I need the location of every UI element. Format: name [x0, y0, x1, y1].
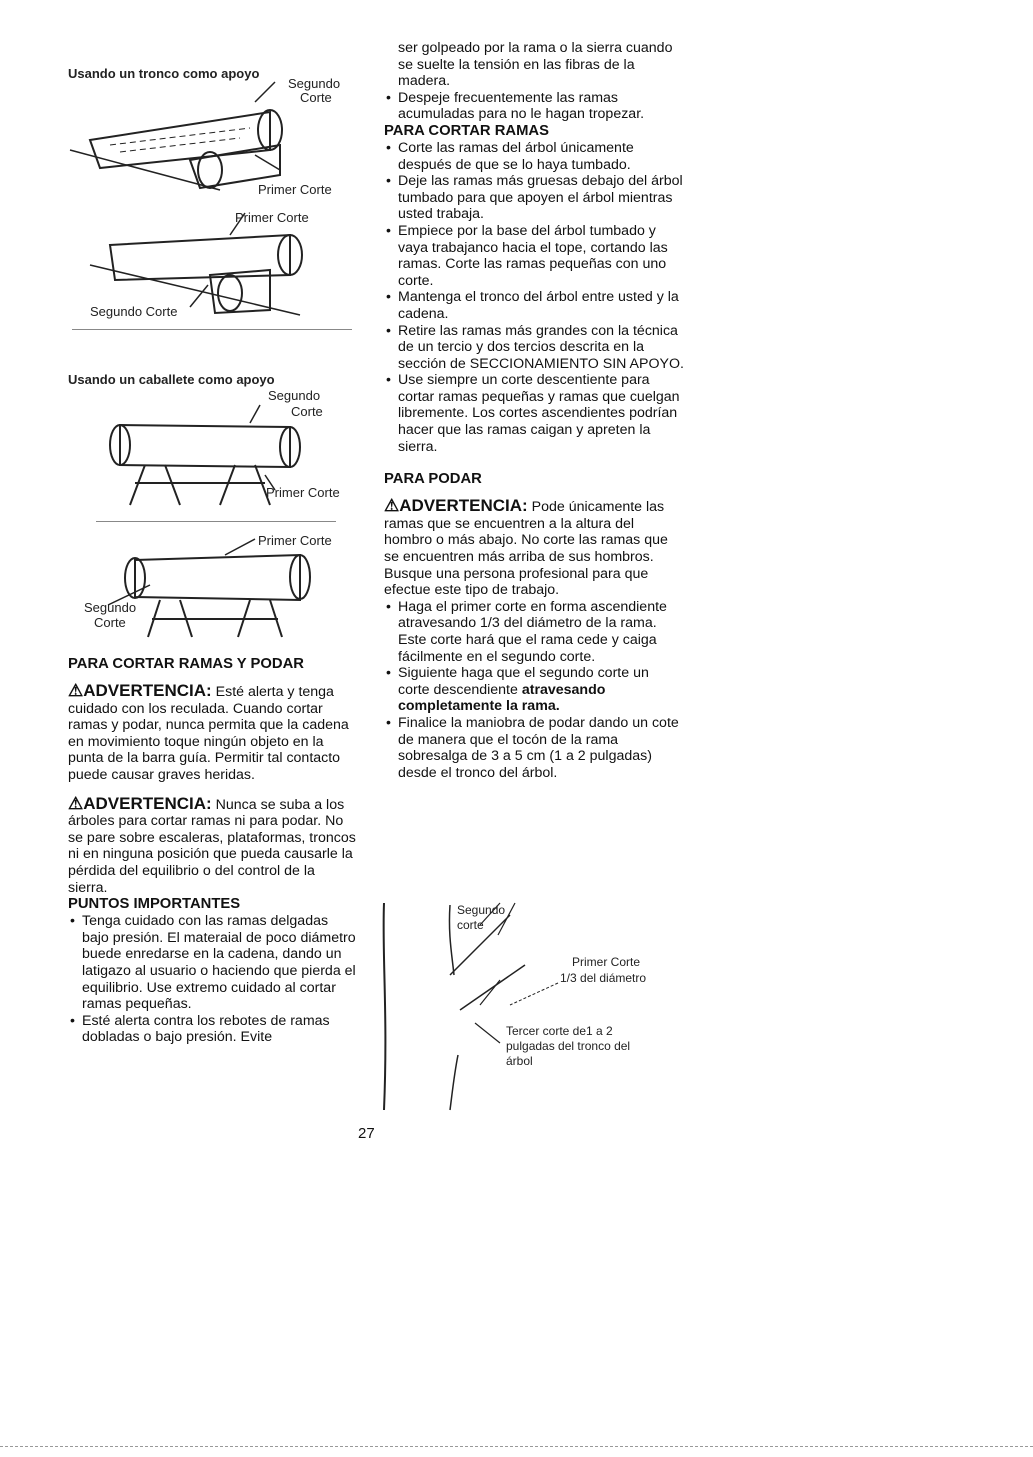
warning-1-text: Esté alerta y tenga cuidado con los reculada. Cuando cortar ramas y podar, nunca permita que la cadena en movimiento toque ningún objeto en la punta de la barra guía. Permitir tal contacto puede causar graves heridas.: [68, 684, 349, 783]
figure-title-sawhorse-support: Usando un caballete como apoyo: [68, 372, 275, 387]
illustration-log-on-log-1: [70, 90, 300, 200]
left-column-text: [68, 656, 358, 1046]
fig1a-label-primer-corte: Primer Corte: [258, 182, 332, 197]
fig2a-label-segundo: Segundo: [268, 388, 321, 403]
right-column-text: [384, 40, 684, 781]
list-item: • Tenga cuidado con las ramas delgadas bajo presión. El materaial de poco diámetro buede enredarse en la cadena, dando un latigazo al usuario o haciendo que pierda el equilibrio. Use extremo cuidado al cortar ramas pequeñas.: [68, 913, 358, 1013]
fig3-label-pulgadas: pulgadas del tronco del: [506, 1039, 631, 1053]
warning-icon: ⚠: [68, 681, 84, 700]
fig1b-label-segundo-corte: Segundo Corte: [90, 304, 178, 319]
fig2b-label-corte: Corte: [94, 615, 126, 630]
fig1b-label-primer-corte: Primer Corte: [235, 210, 309, 225]
warning-label: ADVERTENCIA:: [83, 681, 212, 700]
list-item: • Mantenga el tronco del árbol entre usted y la cadena.: [384, 289, 684, 322]
warning-2-text: Nunca se suba a los árboles para cortar ramas ni para podar. No se pare sobre escaleras, plataformas, troncos ni en ninguna posición que pueda causarle la pérdida del equilibrio o del control de la sierra.: [68, 796, 356, 896]
fig3-label-corte: corte: [457, 918, 484, 932]
list-item: • Haga el primer corte en forma ascendiente atravesando 1/3 del diámetro de la rama. Este corte hará que el rama cede y caiga fácilmente en el segundo corte.: [384, 599, 684, 665]
heading-cortar-ramas-y-podar: PARA CORTAR RAMAS Y PODAR: [68, 656, 304, 672]
fig3-label-diametro: 1/3 del diámetro: [560, 971, 647, 985]
list-item: • Despeje frecuentemente las ramas acumuladas para no le hagan tropezar.: [384, 90, 684, 123]
fig2b-label-primer-corte: Primer Corte: [258, 533, 332, 548]
warning-label: ADVERTENCIA:: [83, 793, 212, 813]
warning-icon: ⚠: [384, 496, 400, 516]
page-number: 27: [358, 1125, 375, 1142]
list-item: [384, 665, 684, 715]
podar-b2-emphasis: atravesando completamente la rama.: [398, 681, 606, 715]
continued-paragraph: ser golpeado por la rama o la sierra cuando se suelte la tensión en las fibras de la madera.: [398, 40, 673, 90]
puntos-list: [68, 913, 358, 1046]
illustration-pruning-cuts: [380, 895, 680, 1115]
heading-para-cortar-ramas: PARA CORTAR RAMAS: [384, 122, 549, 139]
figure-title-log-support: Usando un tronco como apoyo: [68, 66, 260, 81]
fig3-label-segundo: Segundo: [457, 903, 506, 917]
fig1a-label-corte: Corte: [300, 90, 332, 105]
figure-divider-2: [96, 521, 336, 522]
warning-paragraph-3: [384, 498, 684, 599]
warning-icon: ⚠: [68, 793, 84, 813]
page-bottom-border: [0, 1446, 1033, 1448]
fig3-label-primer-corte: Primer Corte: [572, 955, 641, 969]
figure-divider: [72, 329, 352, 330]
warning-3-text: Pode únicamente las ramas que se encuentren a la altura del hombro o más abajo. No corte las ramas que se encuentren más arriba de sus hombros. Busque una persona profesional para que efectue este tipo de trabajo.: [384, 499, 668, 599]
list-item: • Empiece por la base del árbol tumbado y vaya trabajanco hacia el tope, cortando las ramas. Corte las ramas pequeñas con uno corte.: [384, 223, 684, 289]
warning-paragraph-1: [68, 683, 358, 784]
despeje-list: [384, 90, 684, 123]
list-item: • Use siempre un corte descentiente para cortar ramas pequeñas y ramas que cuelgan libremente. Los cortes ascendientes podrían hacer que las ramas caigan y apreten la sierra.: [384, 372, 684, 455]
ramas-list: [384, 140, 684, 455]
podar-list: [384, 599, 684, 782]
podar-b2-text: Siguiente haga que el segundo corte un corte descendiente: [398, 665, 649, 698]
list-item: • Esté alerta contra los rebotes de ramas dobladas o bajo presión. Evite: [68, 1013, 358, 1046]
list-item: • Finalice la maniobra de podar dando un cote de manera que el tocón de la rama sobresalga de 3 a 5 cm (1 a 2 pulgadas) desde el tronco del árbol.: [384, 715, 684, 781]
fig1a-label-segundo: Segundo: [288, 76, 341, 91]
fig3-label-tercer: Tercer corte de1 a 2: [506, 1024, 613, 1038]
warning-paragraph-2: [68, 793, 358, 897]
heading-puntos-importantes: PUNTOS IMPORTANTES: [68, 896, 241, 913]
warning-label: ADVERTENCIA:: [399, 496, 528, 516]
fig3-label-arbol: árbol: [506, 1054, 533, 1068]
list-item: • Deje las ramas más gruesas debajo del árbol tumbado para que apoyen el árbol mientras usted trabaja.: [384, 173, 684, 223]
illustration-log-on-sawhorse-2: [120, 545, 320, 645]
list-item: • Retire las ramas más grandes con la técnica de un tercio y dos tercios descrita en la sección de SECCIONAMIENTO SIN APOYO.: [384, 323, 684, 373]
heading-para-podar: PARA PODAR: [384, 471, 482, 488]
list-item: • Corte las ramas del árbol únicamente después de que se lo haya tumbado.: [384, 140, 684, 173]
fig2a-label-corte: Corte: [291, 404, 323, 419]
fig2b-label-segundo: Segundo: [84, 600, 137, 615]
fig2a-label-primer-corte: Primer Corte: [266, 485, 340, 500]
